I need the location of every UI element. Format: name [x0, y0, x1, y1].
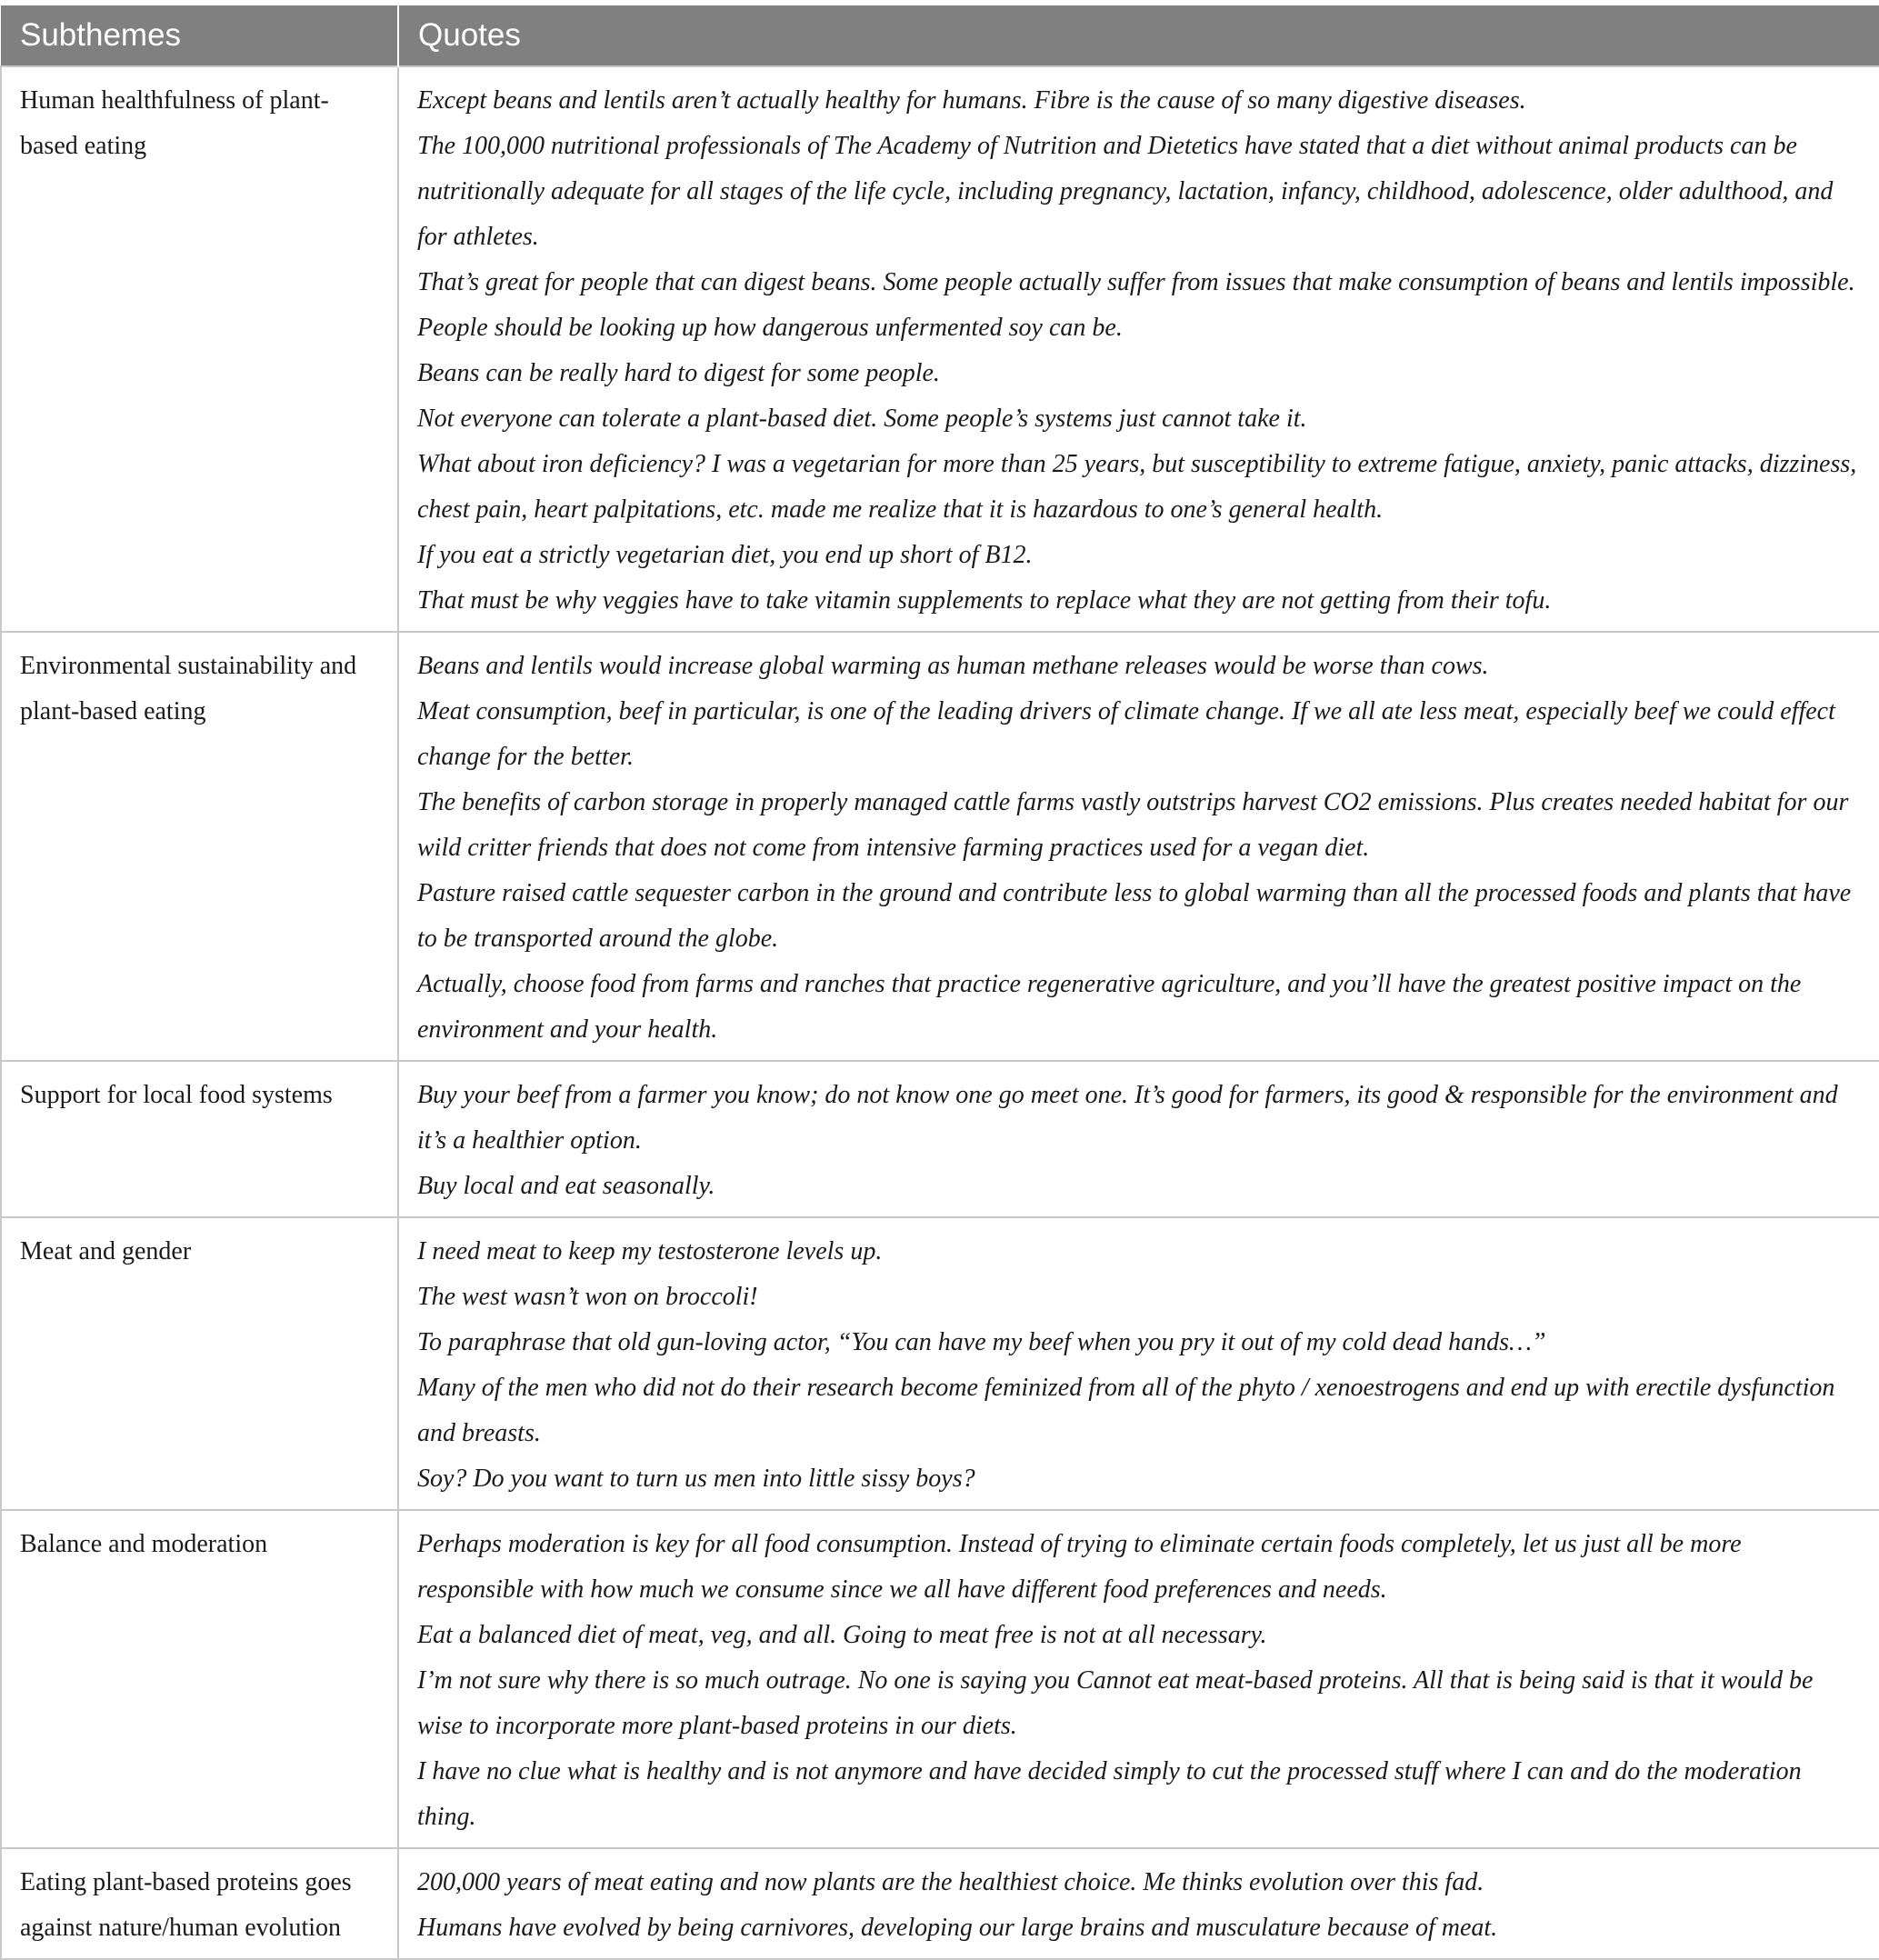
- quote-text: To paraphrase that old gun-loving actor, “You can have my beef when you pry it out of my cold dead hands…”: [417, 1328, 1546, 1356]
- quote-text: Humans have evolved by being carnivores, developing our large brains and musculature because of meat.: [417, 1914, 1498, 1942]
- header-row: [1, 5, 1879, 66]
- quote-text: What about iron deficiency? I was a vegetarian for more than 25 years, but susceptibility to extreme fatigue, anxiety, panic attacks, dizziness, chest pain, heart palpitations, etc. made me realize that it is hazardous to one’s general health.: [417, 450, 1857, 524]
- quotes-cell: [398, 1510, 1879, 1848]
- quote-text: Beans can be really hard to digest for some people.: [417, 359, 940, 387]
- quotes-cell: [398, 1061, 1879, 1217]
- quotes-cell: [398, 632, 1879, 1061]
- quote-text: Buy local and eat seasonally.: [417, 1172, 715, 1200]
- quotes-cell: [398, 66, 1879, 632]
- subtheme-cell: Human healthfulness of plant-based eating: [1, 66, 398, 632]
- quote-text: Buy your beef from a farmer you know; do not know one go meet one. It’s good for farmers, its good & responsible for the environment and it’s a healthier option.: [417, 1081, 1838, 1155]
- quote-text: Perhaps moderation is key for all food consumption. Instead of trying to eliminate certain foods completely, let us just all be more responsible with how much we consume since we all have different food preferences and needs.: [417, 1530, 1742, 1604]
- quotes-cell: [398, 1217, 1879, 1510]
- subtheme-cell: Balance and moderation: [1, 1510, 398, 1848]
- table-body: [1, 66, 1879, 1959]
- quote-text: Pasture raised cattle sequester carbon in the ground and contribute less to global warming than all the processed foods and plants that have to be transported around the globe.: [417, 879, 1852, 953]
- quote-text: The west wasn’t won on broccoli!: [417, 1283, 758, 1311]
- quote-text: Eat a balanced diet of meat, veg, and all. Going to meat free is not at all necessary.: [417, 1621, 1267, 1649]
- quote-text: Not everyone can tolerate a plant-based diet. Some people’s systems just cannot take it.: [417, 405, 1307, 433]
- quote-text: The benefits of carbon storage in properly managed cattle farms vastly outstrips harvest CO2 emissions. Plus creates needed habitat for our wild critter friends that does not come from intensive farming practices used for a vegan diet.: [417, 788, 1849, 862]
- quote-text: If you eat a strictly vegetarian diet, you end up short of B12.: [417, 541, 1033, 569]
- quote-text: 200,000 years of meat eating and now plants are the healthiest choice. Me thinks evolution over this fad.: [417, 1868, 1484, 1896]
- table-row: [1, 1061, 1879, 1217]
- quote-text: I’m not sure why there is so much outrage. No one is saying you Cannot eat meat-based proteins. All that is being said is that it would be wise to incorporate more plant-based proteins in our diets.: [417, 1666, 1814, 1740]
- subtheme-cell: Environmental sustainability and plant-based eating: [1, 632, 398, 1061]
- table-row: [1, 632, 1879, 1061]
- header-quotes: Quotes: [398, 5, 1879, 66]
- quote-text: That must be why veggies have to take vitamin supplements to replace what they are not getting from their tofu.: [417, 586, 1552, 615]
- quote-text: Meat consumption, beef in particular, is one of the leading drivers of climate change. If we all ate less meat, especially beef we could effect change for the better.: [417, 697, 1835, 771]
- quote-text: Many of the men who did not do their research become feminized from all of the phyto / xenoestrogens and end up with erectile dysfunction and breasts.: [417, 1374, 1835, 1447]
- quotes-cell: [398, 1848, 1879, 1959]
- table-row: [1, 1217, 1879, 1510]
- quote-text: I have no clue what is healthy and is not anymore and have decided simply to cut the processed stuff where I can and do the moderation thing.: [417, 1757, 1802, 1831]
- subtheme-cell: Eating plant-based proteins goes against nature/human evolution: [1, 1848, 398, 1959]
- table-header: [1, 5, 1879, 66]
- quote-text: That’s great for people that can digest beans. Some people actually suffer from issues that make consumption of beans and lentils impossible.: [417, 268, 1855, 296]
- quote-text: The 100,000 nutritional professionals of The Academy of Nutrition and Dietetics have stated that a diet without animal products can be nutritionally adequate for all stages of the life cycle, including pregnancy, lactation, infancy, childhood, adolescence, older adulthood, and for athletes.: [417, 132, 1834, 251]
- quote-text: People should be looking up how dangerous unfermented soy can be.: [417, 314, 1123, 342]
- subthemes-quotes-table: [0, 5, 1879, 1960]
- table-row: [1, 1848, 1879, 1959]
- quote-text: I need meat to keep my testosterone levels up.: [417, 1237, 883, 1265]
- quote-text: Except beans and lentils aren’t actually healthy for humans. Fibre is the cause of so many digestive diseases.: [417, 86, 1526, 115]
- table-row: [1, 66, 1879, 632]
- quote-text: Beans and lentils would increase global warming as human methane releases would be worse than cows.: [417, 652, 1489, 680]
- quote-text: Soy? Do you want to turn us men into little sissy boys?: [417, 1465, 975, 1493]
- table-row: [1, 1510, 1879, 1848]
- quote-text: Actually, choose food from farms and ranches that practice regenerative agriculture, and you’ll have the greatest positive impact on the environment and your health.: [417, 970, 1802, 1044]
- subtheme-cell: Meat and gender: [1, 1217, 398, 1510]
- header-subthemes: Subthemes: [1, 5, 398, 66]
- subtheme-cell: Support for local food systems: [1, 1061, 398, 1217]
